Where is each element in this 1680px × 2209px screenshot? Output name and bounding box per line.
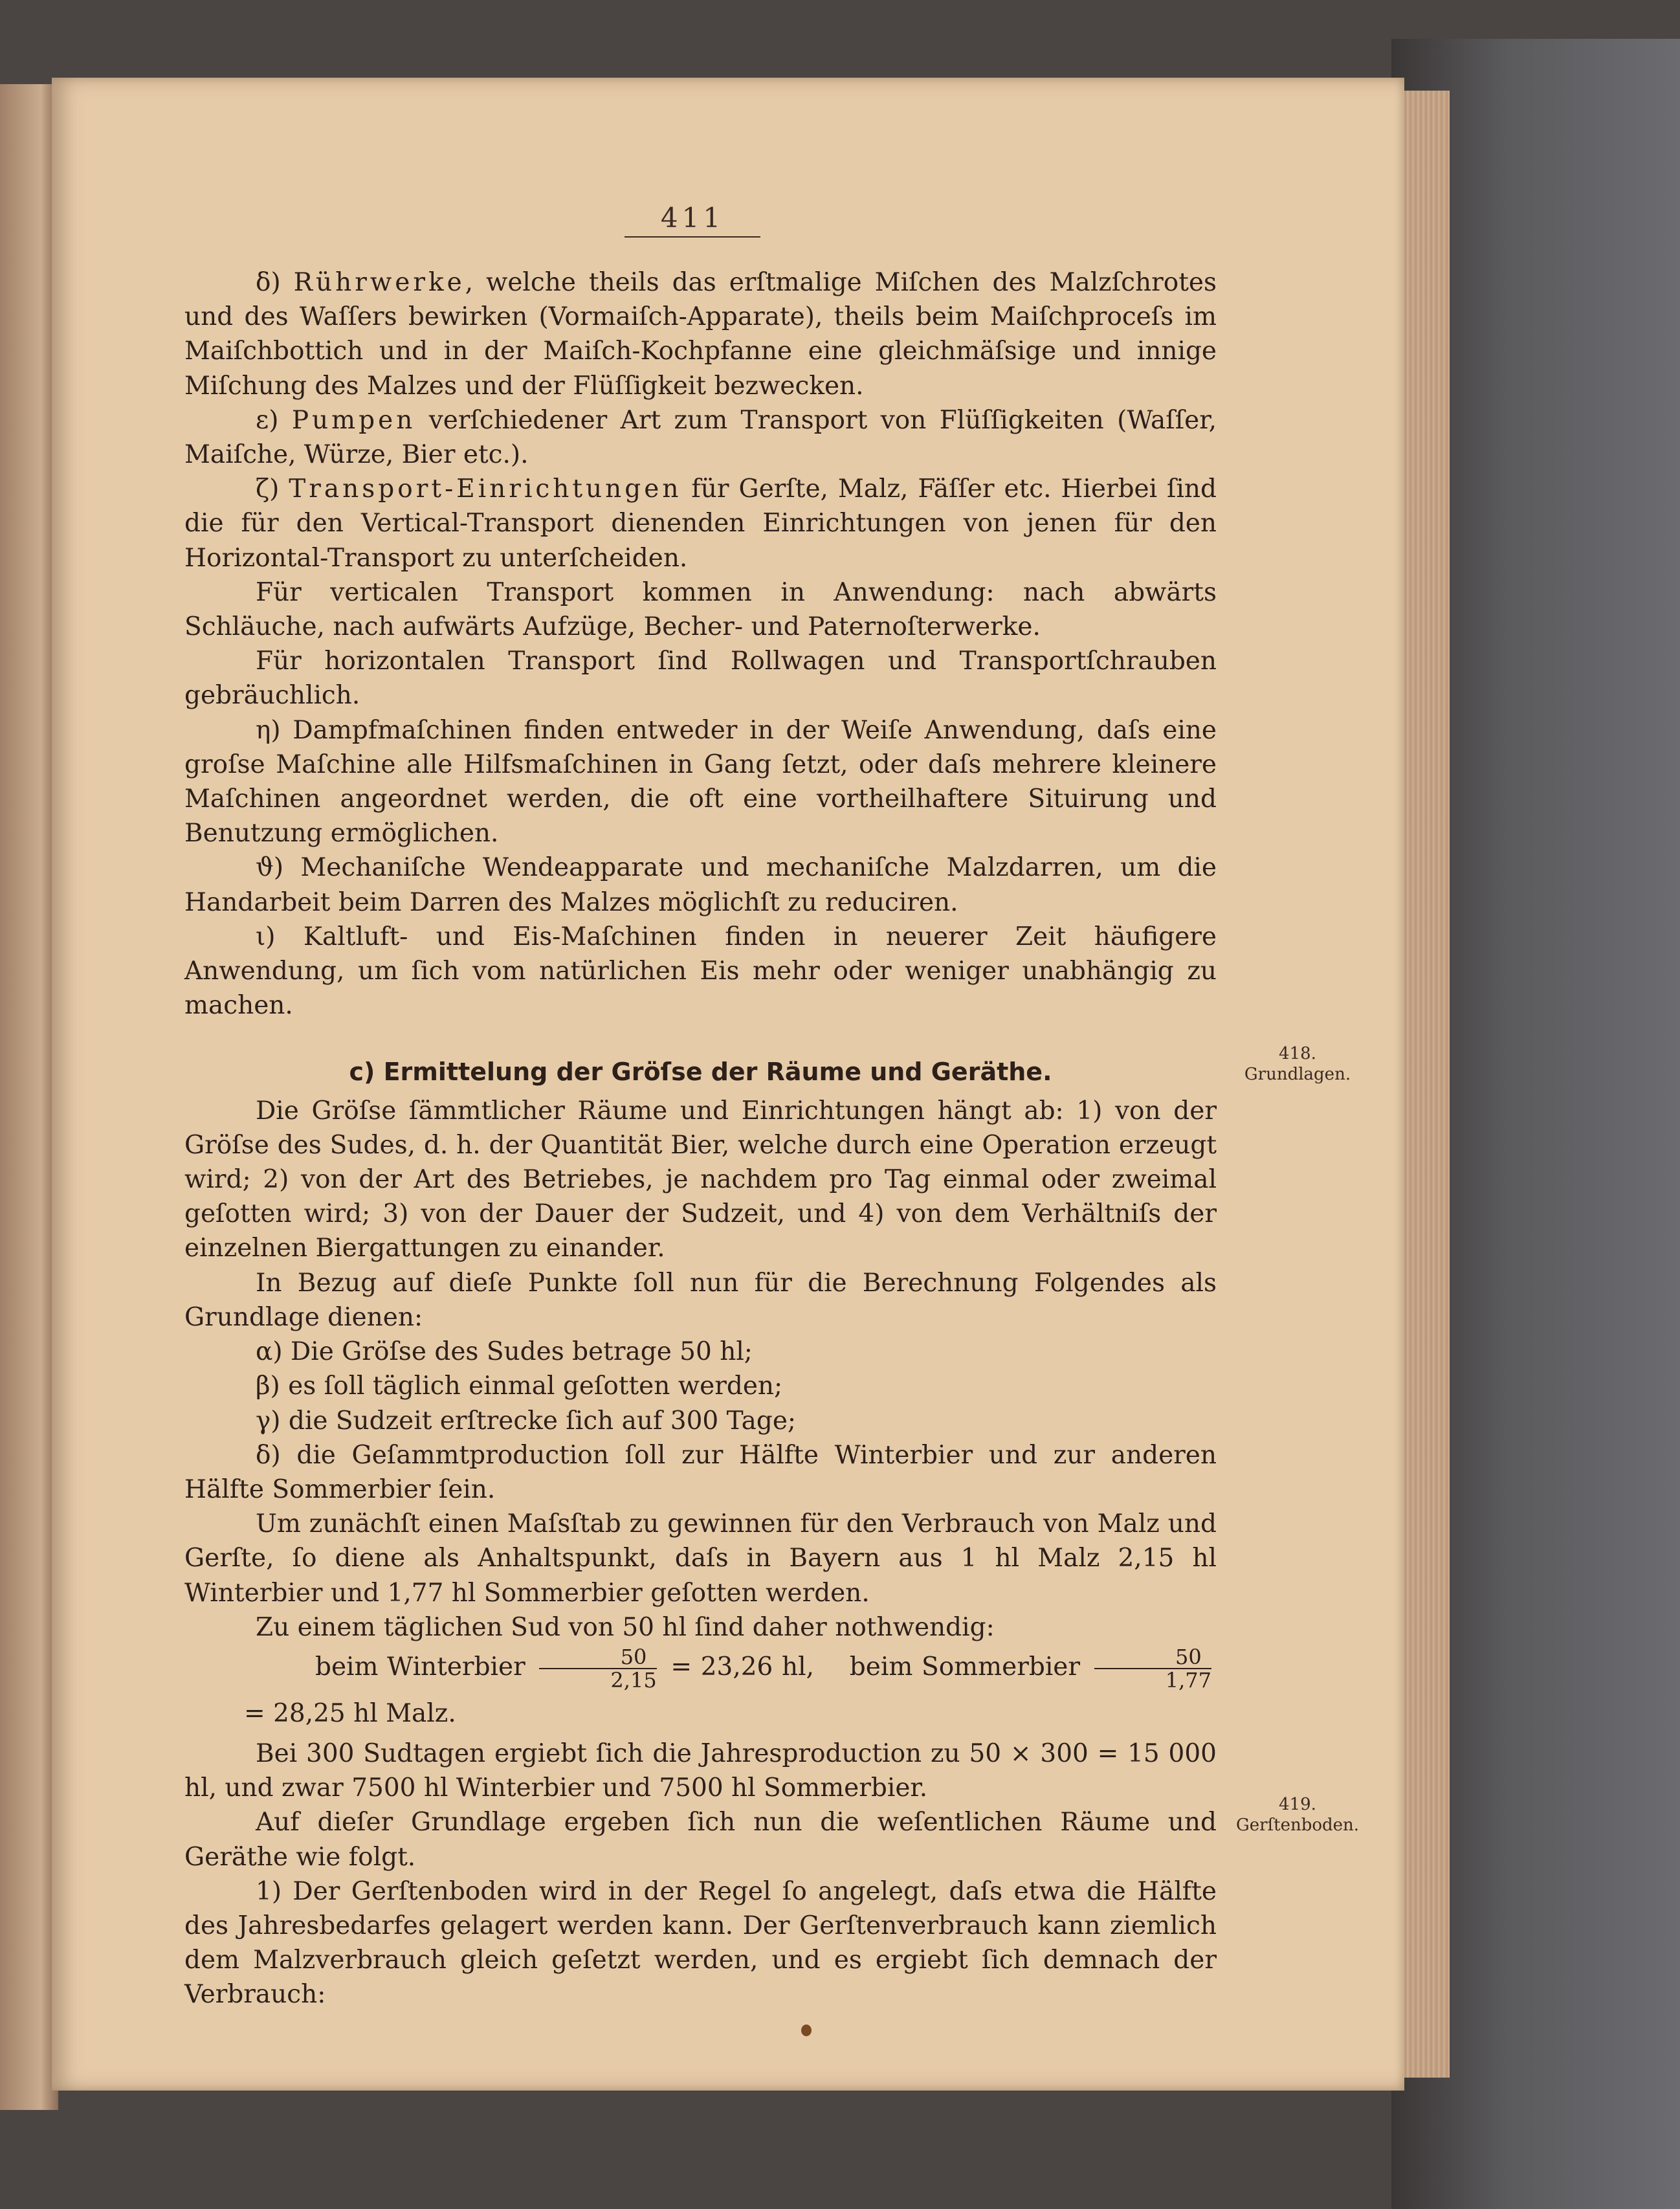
formula-summer-label: beim Sommerbier [849,1652,1081,1682]
assumption-delta: δ) die Geſammtproduction ſoll zur Hälfte Winterbier und zur anderen Hälfte Sommerbier ſein. [184,1440,1217,1504]
paragraph-dependencies: Die Gröſse ſämmtlicher Räume und Einrichtungen hängt ab: 1) von der Gröſse des Sudes, d. h. der Quantität Bier, welche durch eine Operation erzeugt wird; 2) von der Art des Betriebes, je nachdem pro Tag einmal oder zweimal geſotten wird; 3) von der Dauer der Sudzeit, und 4) von dem Verhältniſs der einzelnen Biergattungen zu einander. [184,1096,1217,1263]
paragraph-assumptions-intro: In Bezug auf dieſe Punkte ſoll nun für die Berechnung Folgendes als Grundlage dienen: [184,1268,1217,1332]
page-number-rule [624,236,760,238]
paragraph-daily-need: Zu einem täglichen Sud von 50 hl ſind daher nothwendig: [256,1612,995,1642]
paragraph-basis: Auf dieſer Grundlage ergeben ſich nun die weſentlichen Räume und Geräthe wie folgt. [184,1808,1217,1872]
fraction-winter: $\frac{50}{2,15}$ [539,1646,656,1691]
fraction-summer: $\frac{50}{1,77}$ [1094,1646,1211,1691]
paragraph-delta: δ) Rührwerke, welche theils das erſtmalige Miſchen des Malzſchrotes und des Waſſers bewirken (Vormaiſch-Apparate), theils beim Maiſchproceſs im Maiſchbottich und in der Maiſch-Kochpfanne eine gleichmäſsige und innige Miſchung des Malzes und der Flüſſigkeit bezwecken. [184,268,1217,401]
ink-spot [801,2025,812,2036]
assumption-beta: β) es ſoll täglich einmal geſotten werden; [256,1371,783,1401]
assumption-gamma: γ) die Sudzeit erſtrecke ſich auf 300 Tage; [256,1406,797,1436]
malt-formula [184,1645,1217,1737]
paragraph-annual-production: Bei 300 Sudtagen ergiebt ſich die Jahresproduction zu 50 × 300 = 15 000 hl, und zwar 7500 hl Winterbier und 7500 hl Sommerbier. [184,1738,1217,1803]
paragraph-theta: ϑ) Mechaniſche Wendeapparate und mechaniſche Malzdarren, um die Handarbeit beim Darren des Malzes möglichſt zu reduciren. [184,853,1217,917]
paragraph-iota: ι) Kaltluft- und Eis-Maſchinen finden in neuerer Zeit häufigere Anwendung, um ſich vom natürlichen Eis mehr oder weniger unabhängig zu machen. [184,922,1217,1021]
formula-winter-result: = 23,26 hl, [670,1652,815,1682]
paragraph-epsilon: ε) Pumpen verſchiedener Art zum Transport von Flüſſigkeiten (Waſſer, Maiſche, Würze, Bier etc.). [184,405,1217,470]
paragraph-yield: Um zunächſt einen Maſsſtab zu gewinnen für den Verbrauch von Malz und Gerſte, ſo diene als Anhaltspunkt, daſs in Bayern aus 1 hl Malz 2,15 hl Winterbier und 1,77 hl Sommerbier geſotten werden. [184,1509,1217,1608]
left-page-edge [0,84,58,2110]
paragraph-eta: η) Dampfmaſchinen finden entweder in der Weiſe Anwendung, daſs eine groſse Maſchine alle Hilfsmaſchinen in Gang ſetzt, oder daſs mehrere kleinere Maſchinen angeordnet werden, die oft eine vortheilhaftere Situirung und Benutzung ermöglichen. [184,715,1217,849]
paragraph-zeta: ζ) Transport-Einrichtungen für Gerſte, Malz, Fäſſer etc. Hierbei ſind die für den Vertical-Transport dienenden Einrichtungen von jenen für den Horizontal-Transport zu unterſcheiden. [184,474,1217,573]
paragraph-barley-floor: 1) Der Gerſtenboden wird in der Regel ſo angelegt, daſs etwa die Hälfte des Jahresbedarfes gelagert werden kann. Der Gerſtenverbrauch kann ziemlich dem Malzverbrauch gleich geſetzt werden, und es ergiebt ſich demnach der Verbrauch: [184,1876,1217,2010]
page-edges [1398,91,1450,2078]
paragraph-vertical-transport: Für verticalen Transport kommen in Anwendung: nach abwärts Schläuche, nach aufwärts Aufzüge, Becher- und Paternoſterwerke. [184,577,1217,642]
assumption-alpha: α) Die Gröſse des Sudes betrage 50 hl; [256,1337,753,1367]
body-text [184,265,1217,2012]
section-heading: c) Ermittelung der Gröſse der Räume und Geräthe. [349,1058,1052,1087]
formula-summer-result: = 28,25 hl Malz. [244,1698,456,1728]
paragraph-horizontal-transport: Für horizontalen Transport ſind Rollwagen und Transportſchrauben gebräuchlich. [184,647,1217,711]
formula-winter-label: beim Winterbier [315,1652,525,1682]
margin-note-gerstenboden: 419. Gerſtenboden. [1235,1795,1360,1835]
page-number: 411 [660,202,725,234]
margin-note-grundlagen: 418. Grundlagen. [1244,1044,1351,1084]
